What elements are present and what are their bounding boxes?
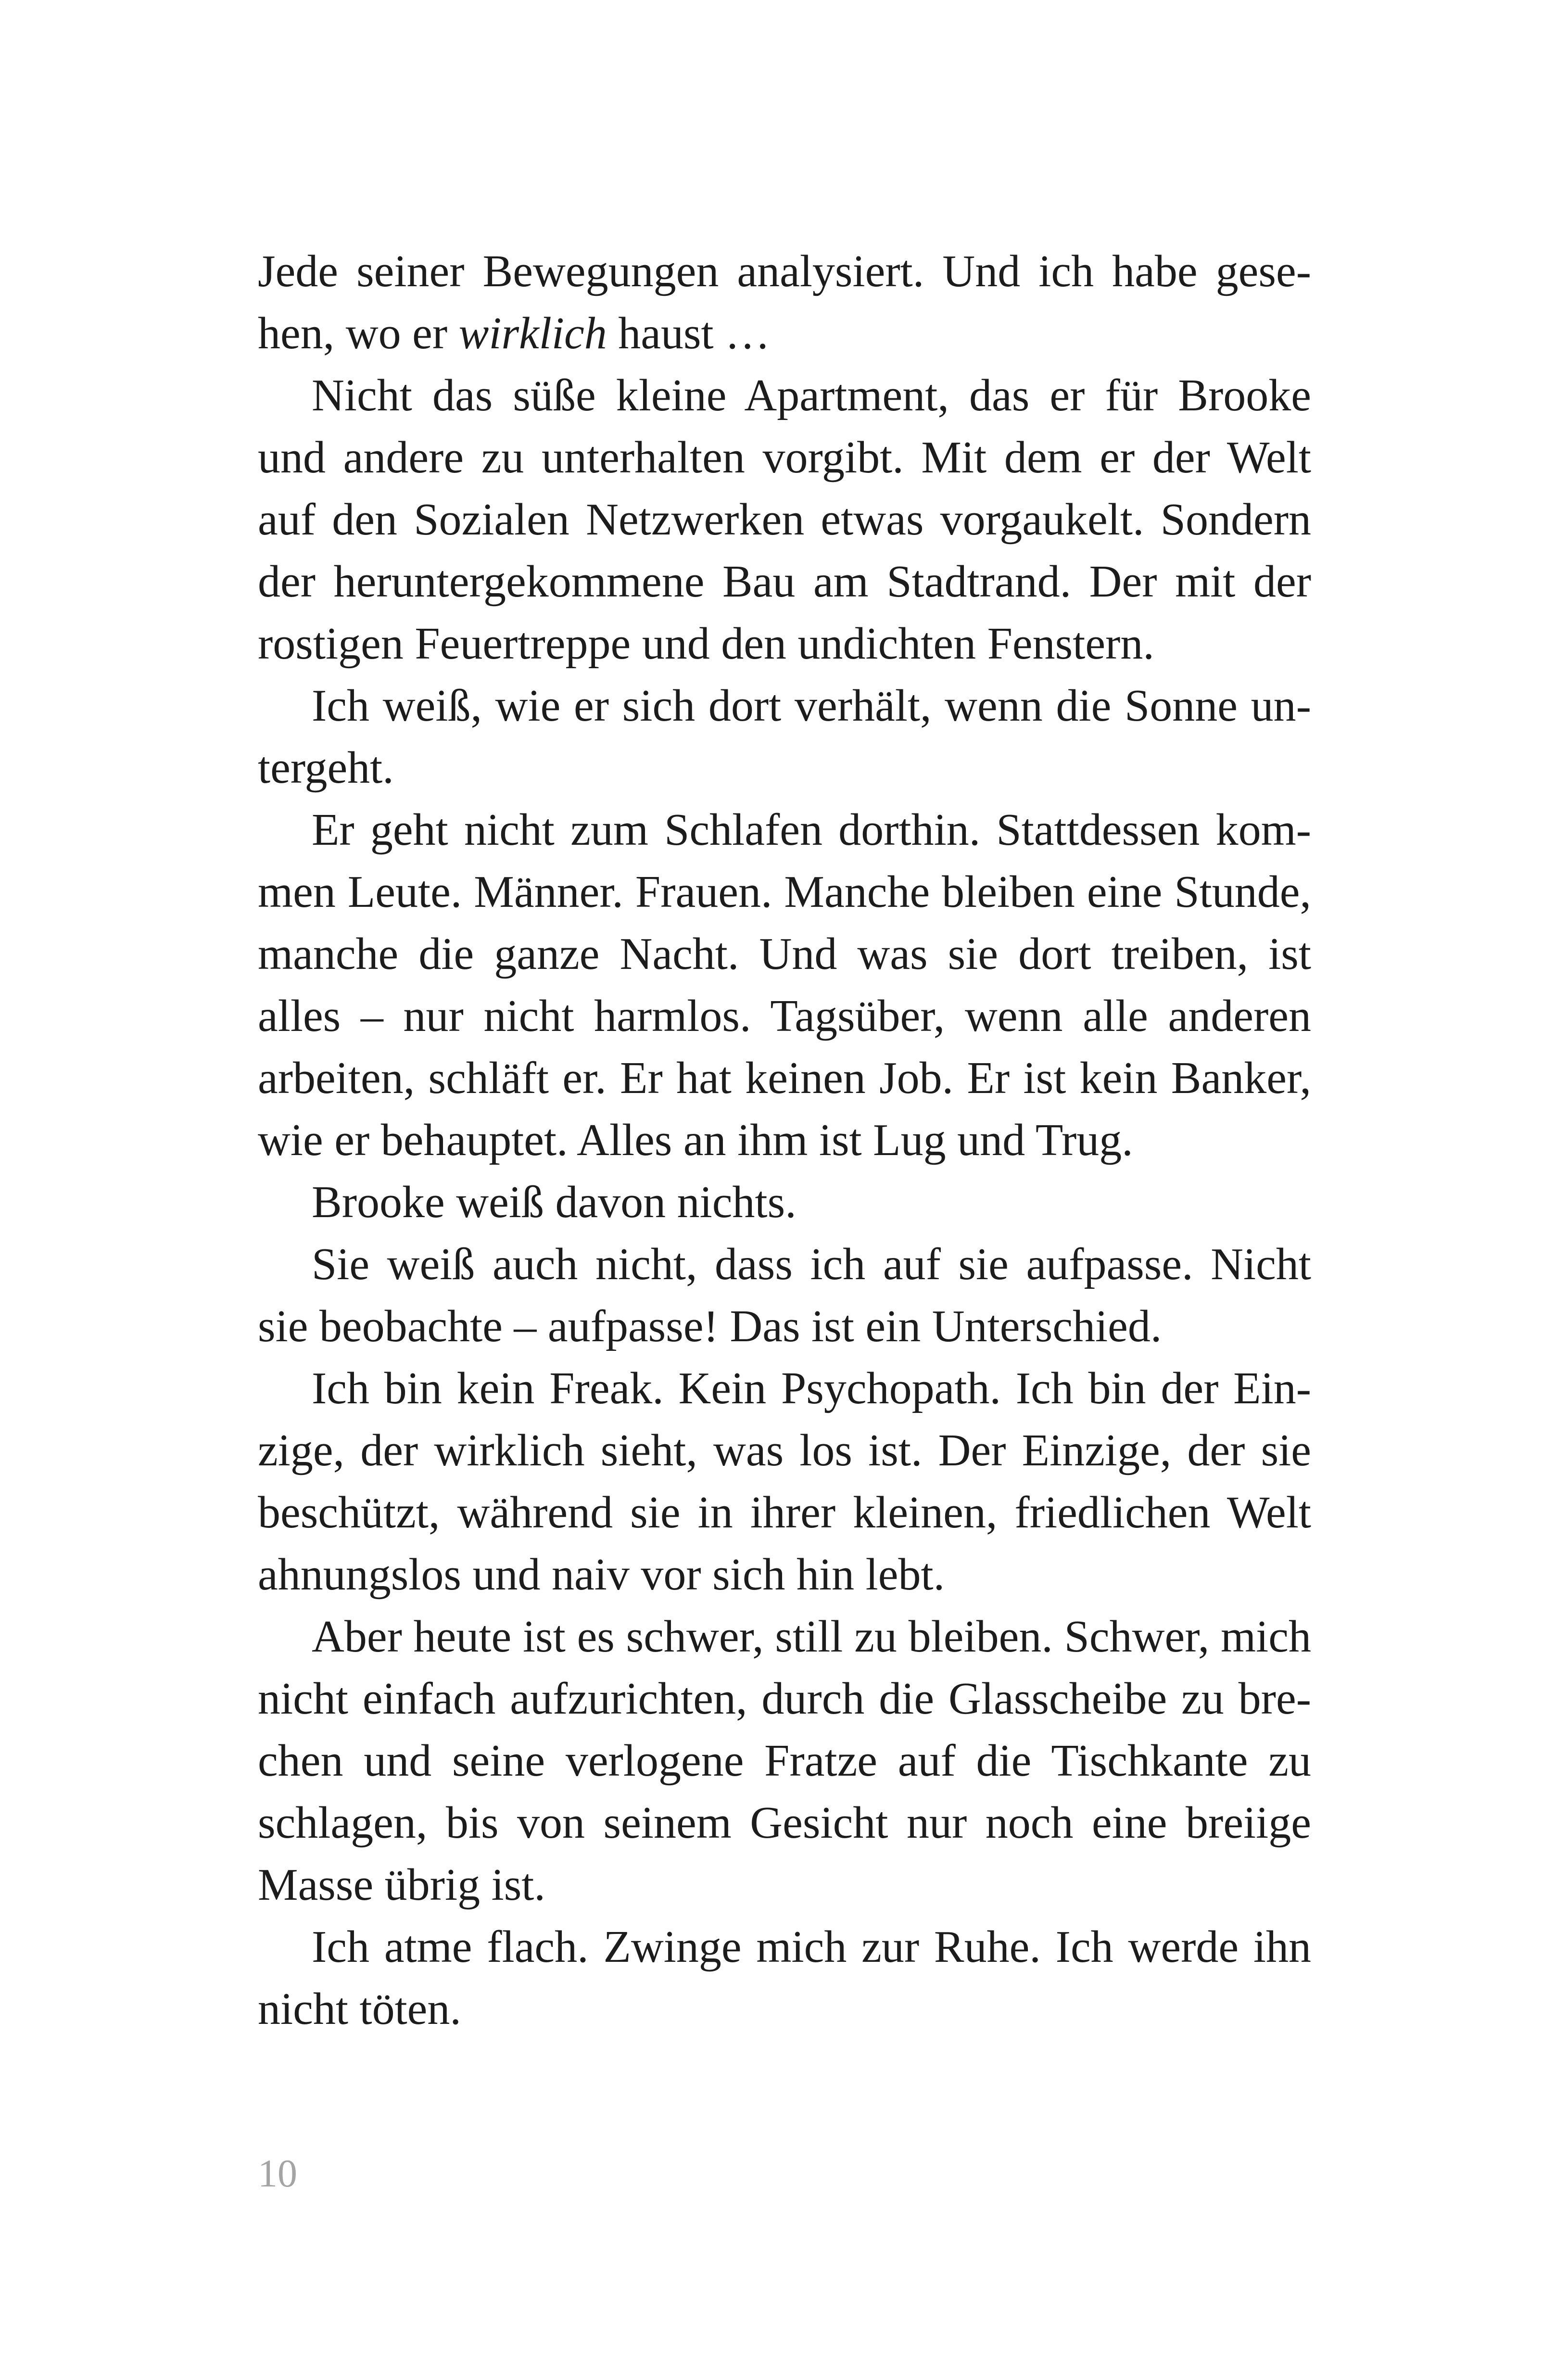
paragraph-1-emphasis: wirklich [458, 308, 607, 358]
paragraph-4 [258, 799, 1311, 1171]
page-number: 10 [258, 2151, 297, 2195]
paragraph-9-text: Ich atme flach. Zwinge mich zur Ruhe. Ich werde ihn nicht töten. [258, 1922, 1311, 2034]
paragraph-6 [258, 1233, 1311, 1358]
paragraph-2 [258, 365, 1311, 675]
paragraph-7 [258, 1358, 1311, 1606]
paragraph-5-text: Brooke weiß davon nichts. [312, 1177, 797, 1227]
paragraph-8-text: Aber heute ist es schwer, still zu bleiben. Schwer, mich nicht einfach aufzurichten, durch die Glasscheibe zu brechen und seine verlogene Fratze auf die Tischkante zu schlagen, bis von seinem Gesicht nur noch eine breiige Masse übrig ist. [258, 1612, 1311, 1910]
body-text [258, 241, 1311, 2040]
paragraph-2-text: Nicht das süße kleine Apartment, das er für Brooke und andere zu unterhalten vorgibt. Mit dem er der Welt auf den Sozialen Netzwerken etwas vorgaukelt. Sondern der heruntergekommene Bau am Stadtrand. Der mit der rostigen Feuertreppe und den undichten Fenstern. [258, 370, 1311, 669]
paragraph-1 [258, 241, 1311, 365]
paragraph-3 [258, 675, 1311, 799]
paragraph-3-text: Ich weiß, wie er sich dort verhält, wenn die Sonne untergeht. [258, 681, 1311, 793]
paragraph-5 [258, 1171, 1311, 1233]
paragraph-7-text: Ich bin kein Freak. Kein Psychopath. Ich bin der Einzige, der wirklich sieht, was los ist. Der Einzige, der sie beschützt, während sie in ihrer kleinen, friedlichen Welt ahnungslos und naiv vor sich hin lebt. [258, 1363, 1311, 1600]
paragraph-8 [258, 1606, 1311, 1916]
paragraph-1-text: Jede seiner Bewegungen analysiert. Und ich habe gesehen, wo er [258, 246, 1311, 358]
paragraph-9 [258, 1916, 1311, 2040]
paragraph-4-text: Er geht nicht zum Schlafen dorthin. Stattdessen kommen Leute. Männer. Frauen. Manche bleiben eine Stunde, manche die ganze Nacht. Und was sie dort treiben, ist alles – nur nicht harmlos. Tagsüber, wenn alle anderen arbeiten, schläft er. Er hat keinen Job. Er ist kein Banker, wie er behauptet. Alles an ihm ist Lug und Trug. [258, 805, 1311, 1165]
paragraph-1-text-end: haust … [607, 308, 771, 358]
paragraph-6-text: Sie weiß auch nicht, dass ich auf sie aufpasse. Nicht sie beobachte – aufpasse! Das ist ein Unterschied. [258, 1239, 1311, 1351]
